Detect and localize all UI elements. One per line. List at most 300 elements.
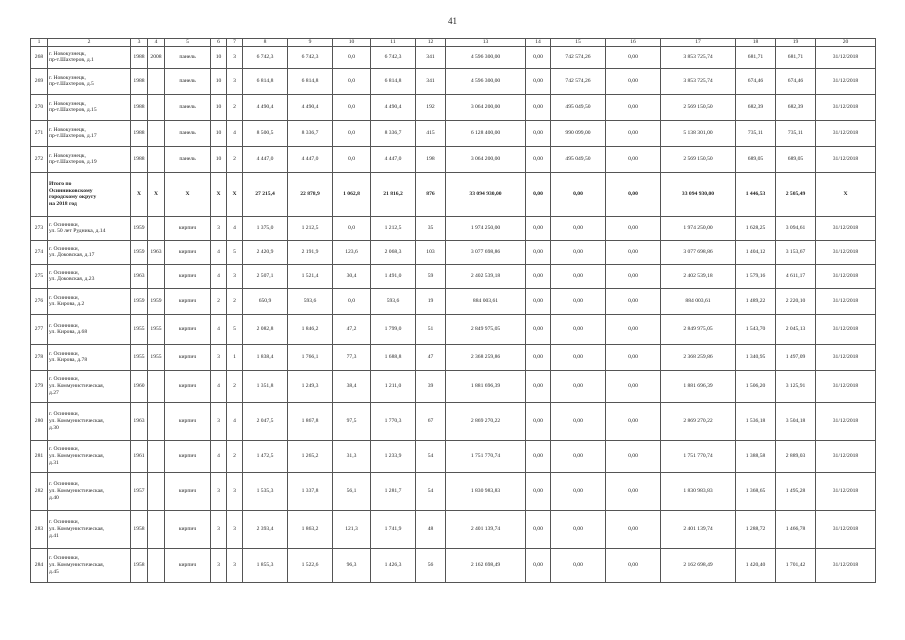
column-number: 4	[148, 39, 165, 47]
table-cell: 1 751 770,74	[661, 440, 736, 472]
table-cell: 1 974 250,00	[446, 216, 526, 240]
table-row	[31, 46, 876, 68]
table-cell: 279	[31, 370, 48, 402]
table-cell: кирпич	[165, 472, 211, 510]
table-cell: 1957	[131, 472, 148, 510]
table-cell: 3	[227, 472, 243, 510]
table-cell: 0,00	[526, 216, 551, 240]
table-row	[31, 440, 876, 472]
column-number-row	[31, 39, 876, 47]
table-cell: 8 500,5	[243, 120, 288, 146]
page-number: 41	[448, 16, 457, 26]
table-cell: 1 688,8	[371, 344, 416, 370]
table-cell: 2 368 259,86	[446, 344, 526, 370]
table-cell: 495 049,50	[551, 94, 606, 120]
table-cell: 742 574,26	[551, 68, 606, 94]
table-cell: 54	[416, 440, 446, 472]
table-cell: 0,00	[551, 402, 606, 440]
address-cell: г. Осинники, ул. Коммунистическая, д.40	[48, 472, 131, 510]
table-cell: 0,00	[606, 68, 661, 94]
column-number: 17	[661, 39, 736, 47]
table-cell: 10	[211, 46, 227, 68]
table-cell: 6 814,8	[288, 68, 333, 94]
table-cell: 3	[211, 510, 227, 548]
table-cell: 593,6	[288, 288, 333, 314]
table-cell: 4 490,4	[243, 94, 288, 120]
table-cell: кирпич	[165, 344, 211, 370]
table-cell: 3	[227, 510, 243, 548]
table-cell: 884 003,61	[661, 288, 736, 314]
table-cell: 2 045,13	[776, 314, 816, 344]
table-cell: 341	[416, 46, 446, 68]
table-cell: 30,4	[333, 264, 371, 288]
table-cell: 0,00	[526, 146, 551, 172]
table-cell: 990 099,00	[551, 120, 606, 146]
table-cell: 38,4	[333, 370, 371, 402]
table-cell: 1988	[131, 68, 148, 94]
table-cell: 415	[416, 120, 446, 146]
table-cell: 0,00	[606, 548, 661, 582]
column-number: 2	[48, 39, 131, 47]
table-cell: 27 215,4	[243, 172, 288, 216]
table-cell: 56,1	[333, 472, 371, 510]
table-cell: 280	[31, 402, 48, 440]
table-cell: 4	[211, 264, 227, 288]
table-cell: 0,00	[551, 314, 606, 344]
table-cell: 284	[31, 548, 48, 582]
table-cell: 0,0	[333, 120, 371, 146]
table-cell: 2 849 975,05	[661, 314, 736, 344]
table-cell: 0,00	[606, 440, 661, 472]
table-cell: 0,00	[526, 440, 551, 472]
table-cell: 1 536,18	[736, 402, 776, 440]
table-cell: 0,0	[333, 216, 371, 240]
table-cell: 31/12/2018	[816, 288, 876, 314]
column-number: 19	[776, 39, 816, 47]
table-cell: 0,0	[333, 146, 371, 172]
table-cell: 1 770,3	[371, 402, 416, 440]
table-cell: 1 855,3	[243, 548, 288, 582]
table-cell: 1 522,6	[288, 548, 333, 582]
table-row	[31, 68, 876, 94]
table-cell: 1963	[131, 402, 148, 440]
table-cell: 1 701,42	[776, 548, 816, 582]
table-cell: 2 569 150,50	[661, 146, 736, 172]
column-number: 7	[227, 39, 243, 47]
table-cell: 495 049,50	[551, 146, 606, 172]
table-cell: 674,46	[736, 68, 776, 94]
table-cell: 3 077 698,86	[661, 240, 736, 264]
table-cell: 1 579,16	[736, 264, 776, 288]
column-number: 8	[243, 39, 288, 47]
table-cell: 1 863,2	[288, 510, 333, 548]
table-cell	[148, 472, 165, 510]
table-cell: 1 472,5	[243, 440, 288, 472]
table-cell: 1 368,65	[736, 472, 776, 510]
address-cell: г. Осинники, ул. Кирова, д.68	[48, 314, 131, 344]
table-cell: 1 212,5	[371, 216, 416, 240]
table-cell: 1 211,0	[371, 370, 416, 402]
table-cell: 31/12/2018	[816, 264, 876, 288]
table-cell: 689,05	[776, 146, 816, 172]
table-cell: 1958	[131, 510, 148, 548]
table-cell: 272	[31, 146, 48, 172]
table-cell: 192	[416, 94, 446, 120]
table-cell: 593,6	[371, 288, 416, 314]
table-cell: панель	[165, 46, 211, 68]
table-cell: X	[211, 172, 227, 216]
table-cell: 2 068,3	[371, 240, 416, 264]
table-cell: 1959	[131, 240, 148, 264]
table-cell: кирпич	[165, 240, 211, 264]
table-cell: 1 521,4	[288, 264, 333, 288]
table-cell: 1 867,8	[288, 402, 333, 440]
table-cell: 1988	[131, 146, 148, 172]
table-cell: 0,00	[551, 240, 606, 264]
table-cell: 3	[211, 344, 227, 370]
table-cell: 8 336,7	[371, 120, 416, 146]
table-cell: 1 265,2	[288, 440, 333, 472]
table-cell: 1959	[131, 288, 148, 314]
table-cell: 0,00	[526, 288, 551, 314]
table-cell	[148, 94, 165, 120]
table-cell: 2	[227, 370, 243, 402]
table-cell: 0,00	[526, 370, 551, 402]
address-cell: г. Новокузнецк, пр-т.Шахтеров, д.1	[48, 46, 131, 68]
table-cell: 1963	[131, 264, 148, 288]
table-cell: 276	[31, 288, 48, 314]
table-cell: 681,71	[776, 46, 816, 68]
table-cell: 1959	[131, 216, 148, 240]
table-cell: кирпич	[165, 288, 211, 314]
table-cell: 283	[31, 510, 48, 548]
table-cell: 1955	[131, 344, 148, 370]
table-cell: 3	[227, 264, 243, 288]
table-cell: 876	[416, 172, 446, 216]
table-cell: 0,00	[526, 548, 551, 582]
table-cell: 1 404,12	[736, 240, 776, 264]
housing-register-table	[30, 38, 876, 583]
table-cell: 273	[31, 216, 48, 240]
table-cell: 31/12/2018	[816, 46, 876, 68]
table-cell: кирпич	[165, 314, 211, 344]
table-cell: 281	[31, 440, 48, 472]
table-cell	[148, 146, 165, 172]
table-cell: 2 505,49	[776, 172, 816, 216]
table-cell: 31/12/2018	[816, 120, 876, 146]
table-cell: 1 535,3	[243, 472, 288, 510]
table-cell: 0,00	[551, 370, 606, 402]
table-cell: 8 336,7	[288, 120, 333, 146]
table-cell: 6 128 400,00	[446, 120, 526, 146]
table-cell: 0,00	[606, 472, 661, 510]
column-number: 11	[371, 39, 416, 47]
table-cell: 0,00	[526, 402, 551, 440]
table-cell: 4 611,17	[776, 264, 816, 288]
table-cell: 1 281,7	[371, 472, 416, 510]
table-cell: 341	[416, 68, 446, 94]
table-cell: 1 846,2	[288, 314, 333, 344]
table-cell: 674,46	[776, 68, 816, 94]
table-cell: кирпич	[165, 510, 211, 548]
table-cell: 2 047,5	[243, 402, 288, 440]
table-cell: 1 628,25	[736, 216, 776, 240]
table-cell: 268	[31, 46, 48, 68]
table-cell: 2008	[148, 46, 165, 68]
table-cell: 1 838,4	[243, 344, 288, 370]
table-cell: 1988	[131, 120, 148, 146]
column-number: 9	[288, 39, 333, 47]
table-cell: 0,00	[606, 146, 661, 172]
table-cell: 5 138 301,00	[661, 120, 736, 146]
table-cell: 198	[416, 146, 446, 172]
table-cell: 3 853 725,74	[661, 68, 736, 94]
table-cell: 2	[211, 288, 227, 314]
table-cell: 0,00	[551, 510, 606, 548]
address-cell: г. Осинники, ул. Коммунистическая, д.41	[48, 510, 131, 548]
table-cell: 3 077 698,86	[446, 240, 526, 264]
table-row	[31, 120, 876, 146]
table-cell: 0,00	[526, 264, 551, 288]
table-cell: 1 375,0	[243, 216, 288, 240]
table-cell: 1963	[148, 240, 165, 264]
table-cell: 31/12/2018	[816, 370, 876, 402]
table-cell: 1 497,09	[776, 344, 816, 370]
table-cell	[148, 510, 165, 548]
address-cell: г. Осинники, ул. Коммунистическая, д.45	[48, 548, 131, 582]
table-cell: 33 094 930,00	[446, 172, 526, 216]
address-cell: г. Новокузнецк, пр-т.Шахтеров, д.19	[48, 146, 131, 172]
table-cell: 31/12/2018	[816, 344, 876, 370]
table-cell: 1 830 983,83	[661, 472, 736, 510]
column-number: 5	[165, 39, 211, 47]
table-cell: 1988	[131, 46, 148, 68]
table-cell: 1 249,3	[288, 370, 333, 402]
table-cell: 47	[416, 344, 446, 370]
table-cell: 2 368 259,86	[661, 344, 736, 370]
column-number: 15	[551, 39, 606, 47]
table-cell: 682,39	[736, 94, 776, 120]
table-cell: 275	[31, 264, 48, 288]
address-cell: г. Осинники, ул. Коммунистическая, д.31	[48, 440, 131, 472]
table-cell: 31/12/2018	[816, 216, 876, 240]
table-cell: 0,00	[526, 510, 551, 548]
table-cell: 1955	[131, 314, 148, 344]
column-number: 20	[816, 39, 876, 47]
table-cell: 97,5	[333, 402, 371, 440]
table-cell: 0,00	[526, 172, 551, 216]
column-number: 1	[31, 39, 48, 47]
table-cell: 681,71	[736, 46, 776, 68]
table-cell: 123,6	[333, 240, 371, 264]
table-cell: 2 191,9	[288, 240, 333, 264]
table-cell: 0,00	[606, 216, 661, 240]
table-cell: 6 814,8	[243, 68, 288, 94]
table-cell: 1958	[131, 548, 148, 582]
table-cell: 3 153,67	[776, 240, 816, 264]
address-cell: г. Новокузнецк, пр-т.Шахтеров, д.5	[48, 68, 131, 94]
table-cell: 2 162 698,49	[446, 548, 526, 582]
table-cell: 2	[227, 288, 243, 314]
table-cell: 4	[211, 314, 227, 344]
table-cell: 6 742,3	[371, 46, 416, 68]
table-cell: 4	[227, 120, 243, 146]
table-row	[31, 94, 876, 120]
table-cell: 3 064 200,00	[446, 146, 526, 172]
table-cell: 22 878,9	[288, 172, 333, 216]
table-cell: 0,0	[333, 46, 371, 68]
table-cell: 31/12/2018	[816, 68, 876, 94]
table-cell: 1 751 770,74	[446, 440, 526, 472]
table-cell: 0,00	[606, 402, 661, 440]
table-cell: 0,00	[606, 370, 661, 402]
table-cell: 10	[211, 146, 227, 172]
table-cell: 3 125,91	[776, 370, 816, 402]
table-cell: 0,00	[551, 264, 606, 288]
table-cell: 742 574,26	[551, 46, 606, 68]
table-cell: 282	[31, 472, 48, 510]
table-cell: 3	[227, 46, 243, 68]
table-cell: 4 447,0	[371, 146, 416, 172]
table-cell: 1960	[131, 370, 148, 402]
table-cell: 270	[31, 94, 48, 120]
table-cell: 1 881 696,39	[446, 370, 526, 402]
table-row	[31, 472, 876, 510]
table-cell: 1 491,0	[371, 264, 416, 288]
table-cell: 3	[227, 68, 243, 94]
table-cell: 3	[227, 548, 243, 582]
table-cell: 0,00	[551, 440, 606, 472]
table-cell: 0,00	[526, 68, 551, 94]
table-cell: 735,11	[736, 120, 776, 146]
table-cell	[31, 172, 48, 216]
table-cell: 3 504,18	[776, 402, 816, 440]
table-cell: 31,3	[333, 440, 371, 472]
table-cell: 0,00	[551, 216, 606, 240]
address-cell: г. Осинники, ул. Кирова, д.78	[48, 344, 131, 370]
table-row	[31, 548, 876, 582]
table-cell: 31/12/2018	[816, 440, 876, 472]
table-row	[31, 370, 876, 402]
table-cell: 31/12/2018	[816, 548, 876, 582]
total-row	[31, 172, 876, 216]
table-cell: 2 402 539,18	[446, 264, 526, 288]
table-cell: 2	[227, 94, 243, 120]
table-cell: 10	[211, 120, 227, 146]
table-cell	[148, 264, 165, 288]
table-cell	[148, 216, 165, 240]
table-row	[31, 510, 876, 548]
table-cell: 4	[211, 370, 227, 402]
table-cell: 271	[31, 120, 48, 146]
table-cell	[148, 548, 165, 582]
table-cell	[148, 120, 165, 146]
table-cell: кирпич	[165, 370, 211, 402]
table-cell: 2	[227, 146, 243, 172]
table-cell: 884 003,61	[446, 288, 526, 314]
table-cell	[148, 440, 165, 472]
table-cell: 4	[211, 440, 227, 472]
column-number: 12	[416, 39, 446, 47]
table-row	[31, 344, 876, 370]
table-cell: 0,00	[606, 288, 661, 314]
table-cell: 2 889,03	[776, 440, 816, 472]
table-cell: 33 094 930,00	[661, 172, 736, 216]
table-cell: 2 082,8	[243, 314, 288, 344]
column-number: 13	[446, 39, 526, 47]
table-cell: 1 830 983,83	[446, 472, 526, 510]
table-cell: 3 094,61	[776, 216, 816, 240]
table-row	[31, 314, 876, 344]
table-cell: X	[816, 172, 876, 216]
table-cell: 0,00	[606, 240, 661, 264]
table-cell: 682,39	[776, 94, 816, 120]
table-cell: 2 401 139,74	[446, 510, 526, 548]
table-cell: кирпич	[165, 216, 211, 240]
table-cell: 0,00	[551, 548, 606, 582]
table-cell: 1 388,58	[736, 440, 776, 472]
table-cell: 2 162 698,49	[661, 548, 736, 582]
table-cell: 3	[211, 402, 227, 440]
table-cell: 51	[416, 314, 446, 344]
table-cell: панель	[165, 68, 211, 94]
table-cell: 0,00	[526, 94, 551, 120]
table-cell: панель	[165, 120, 211, 146]
table-cell: 2	[227, 440, 243, 472]
table-cell: 1 799,0	[371, 314, 416, 344]
table-cell: 3	[211, 472, 227, 510]
table-cell: 1 766,1	[288, 344, 333, 370]
table-row	[31, 240, 876, 264]
table-cell: панель	[165, 146, 211, 172]
table-cell: 0,00	[606, 510, 661, 548]
column-number: 14	[526, 39, 551, 47]
table-cell	[148, 370, 165, 402]
table-cell: 6 742,3	[243, 46, 288, 68]
table-cell	[148, 402, 165, 440]
table-cell: 1	[227, 344, 243, 370]
table-cell: 2 507,1	[243, 264, 288, 288]
table-row	[31, 264, 876, 288]
table-cell: 269	[31, 68, 48, 94]
table-cell: 4	[227, 402, 243, 440]
table-cell: 0,0	[333, 288, 371, 314]
table-cell: 1955	[148, 314, 165, 344]
table-cell: 1 495,28	[776, 472, 816, 510]
table-cell: 0,00	[526, 240, 551, 264]
table-cell: 31/12/2018	[816, 472, 876, 510]
table-cell: 2 420,9	[243, 240, 288, 264]
table-cell: 1 489,22	[736, 288, 776, 314]
table-cell: 0,00	[551, 472, 606, 510]
table-cell: 2 869 270,22	[446, 402, 526, 440]
column-number: 3	[131, 39, 148, 47]
table-cell: 1 426,3	[371, 548, 416, 582]
table-cell: 6 814,8	[371, 68, 416, 94]
table-cell: 5	[227, 240, 243, 264]
table-cell: 54	[416, 472, 446, 510]
table-cell: 1 233,9	[371, 440, 416, 472]
table-cell: 1 337,8	[288, 472, 333, 510]
table-cell: 0,00	[551, 288, 606, 314]
table-cell: 10	[211, 94, 227, 120]
table-cell: 2 220,10	[776, 288, 816, 314]
table-cell: 1961	[131, 440, 148, 472]
address-cell: Итого по Осинниковскому городскому округу на 2018 год	[48, 172, 131, 216]
table-cell: 0,0	[333, 94, 371, 120]
table-cell: 1 340,95	[736, 344, 776, 370]
table-cell: 1 466,78	[776, 510, 816, 548]
